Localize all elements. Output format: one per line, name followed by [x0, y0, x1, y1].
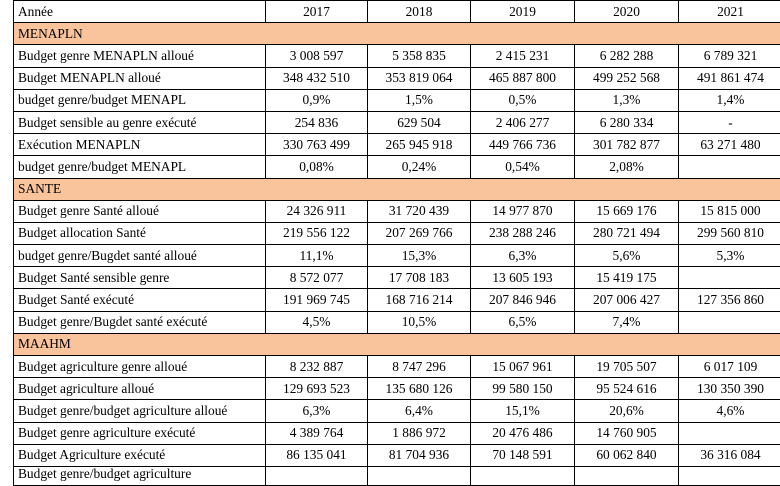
table-cell: 4 389 764	[266, 422, 368, 444]
table-cell: 99 580 150	[471, 378, 575, 400]
row-label: Budget Santé sensible genre	[14, 267, 266, 289]
row-label: Budget MENAPLN alloué	[14, 67, 266, 89]
table-cell: 5 358 835	[368, 45, 471, 67]
table-cell: 629 504	[368, 111, 471, 133]
table-cell: 6,5%	[471, 311, 575, 333]
section-header-row	[14, 178, 780, 200]
table-cell: 219 556 122	[266, 222, 368, 244]
table-row	[14, 400, 780, 422]
table-cell: 60 062 840	[575, 444, 679, 466]
row-label: Budget Santé exécuté	[14, 289, 266, 311]
table-row	[14, 200, 780, 222]
table-cell: 1,4%	[679, 89, 780, 111]
table-row	[14, 378, 780, 400]
table-cell: 2 406 277	[471, 111, 575, 133]
section-title: SANTE	[14, 178, 780, 200]
table-cell: 0,5%	[471, 89, 575, 111]
table-cell	[679, 311, 780, 333]
header-row	[14, 1, 780, 23]
table-cell: 127 356 860	[679, 289, 780, 311]
table-cell: 10,5%	[368, 311, 471, 333]
table-cell: 254 836	[266, 111, 368, 133]
row-label: Budget Agriculture exécuté	[14, 444, 266, 466]
table-cell: 0,54%	[471, 156, 575, 178]
table-row	[14, 245, 780, 267]
table-cell: 129 693 523	[266, 378, 368, 400]
table-cell	[679, 267, 780, 289]
row-label: Budget agriculture alloué	[14, 378, 266, 400]
row-label: budget genre/budget MENAPL	[14, 156, 266, 178]
table-cell: 6 789 321	[679, 45, 780, 67]
table-cell: 11,1%	[266, 245, 368, 267]
table-cell: 7,4%	[575, 311, 679, 333]
section-title: MENAPLN	[14, 23, 780, 45]
table-cell: 3 008 597	[266, 45, 368, 67]
row-label: Budget genre/budget agriculture alloué	[14, 400, 266, 422]
table-cell: 0,24%	[368, 156, 471, 178]
table-cell: 1,3%	[575, 89, 679, 111]
table-cell: 95 524 616	[575, 378, 679, 400]
table-cell: 14 977 870	[471, 200, 575, 222]
table-cell: 130 350 390	[679, 378, 780, 400]
table-row	[14, 156, 780, 178]
table-cell: 63 271 480	[679, 134, 780, 156]
table-cell: 238 288 246	[471, 222, 575, 244]
row-label: Budget genre agriculture exécuté	[14, 422, 266, 444]
row-label: Budget genre/Bugdet santé exécuté	[14, 311, 266, 333]
header-year: 2019	[471, 1, 575, 23]
header-label: Année	[14, 1, 266, 23]
table-row	[14, 89, 780, 111]
table-cell: 8 572 077	[266, 267, 368, 289]
table-cell	[368, 466, 471, 485]
table-cell: 6 282 288	[575, 45, 679, 67]
table-cell: 86 135 041	[266, 444, 368, 466]
table-cell: 207 006 427	[575, 289, 679, 311]
table-cell: 15 815 000	[679, 200, 780, 222]
table-cell: 1 886 972	[368, 422, 471, 444]
section-title: MAAHM	[14, 333, 780, 355]
table-cell: 5,6%	[575, 245, 679, 267]
table-cell: 6,4%	[368, 400, 471, 422]
table-cell	[679, 156, 780, 178]
table-row	[14, 289, 780, 311]
table-row	[14, 45, 780, 67]
table-row	[14, 111, 780, 133]
table-cell: 330 763 499	[266, 134, 368, 156]
table-cell: 0,08%	[266, 156, 368, 178]
table-cell: 6 017 109	[679, 356, 780, 378]
row-label: budget genre/Bugdet santé alloué	[14, 245, 266, 267]
table-cell: 15 419 175	[575, 267, 679, 289]
table-cell: 36 316 084	[679, 444, 780, 466]
header-year: 2018	[368, 1, 471, 23]
table-cell: 8 232 887	[266, 356, 368, 378]
section-header-row	[14, 23, 780, 45]
table-cell: 17 708 183	[368, 267, 471, 289]
table-cell: 15,3%	[368, 245, 471, 267]
table-cell: 20,6%	[575, 400, 679, 422]
table-cell: 6,3%	[471, 245, 575, 267]
table-cell: 6 280 334	[575, 111, 679, 133]
table-cell: 15 067 961	[471, 356, 575, 378]
header-year: 2020	[575, 1, 679, 23]
table-cell: 14 760 905	[575, 422, 679, 444]
table-cell: 265 945 918	[368, 134, 471, 156]
table-cell: 499 252 568	[575, 67, 679, 89]
row-label: Budget agriculture genre alloué	[14, 356, 266, 378]
table-cell: 348 432 510	[266, 67, 368, 89]
row-label: Budget allocation Santé	[14, 222, 266, 244]
table-cell: 20 476 486	[471, 422, 575, 444]
row-label: Budget genre Santé alloué	[14, 200, 266, 222]
table-cell: 491 861 474	[679, 67, 780, 89]
table-cell	[575, 466, 679, 485]
budget-table	[13, 0, 780, 486]
row-label: Budget genre MENAPLN alloué	[14, 45, 266, 67]
table-cell: 6,3%	[266, 400, 368, 422]
table-cell: 8 747 296	[368, 356, 471, 378]
table-cell	[679, 466, 780, 485]
table-row	[14, 134, 780, 156]
table-cell: 135 680 126	[368, 378, 471, 400]
header-year: 2017	[266, 1, 368, 23]
table-row	[14, 356, 780, 378]
table-cell: 15 669 176	[575, 200, 679, 222]
table-cell: 24 326 911	[266, 200, 368, 222]
table-cell: 299 560 810	[679, 222, 780, 244]
section-header-row	[14, 333, 780, 355]
table-cell: 280 721 494	[575, 222, 679, 244]
table-cell: -	[679, 111, 780, 133]
table-cell: 207 846 946	[471, 289, 575, 311]
table-cell: 207 269 766	[368, 222, 471, 244]
table-cell: 191 969 745	[266, 289, 368, 311]
table-cell: 465 887 800	[471, 67, 575, 89]
table-cell: 2 415 231	[471, 45, 575, 67]
table-row	[14, 311, 780, 333]
table-row	[14, 444, 780, 466]
table-cell: 353 819 064	[368, 67, 471, 89]
table-cell: 19 705 507	[575, 356, 679, 378]
row-label: Budget genre/budget agriculture	[14, 466, 266, 485]
table-cell: 13 605 193	[471, 267, 575, 289]
table-row	[14, 222, 780, 244]
table-cell: 70 148 591	[471, 444, 575, 466]
table-cell: 81 704 936	[368, 444, 471, 466]
table-cell: 301 782 877	[575, 134, 679, 156]
table-cell: 4,6%	[679, 400, 780, 422]
row-label: Exécution MENAPLN	[14, 134, 266, 156]
table-row	[14, 67, 780, 89]
table-cell: 4,5%	[266, 311, 368, 333]
table-cell: 0,9%	[266, 89, 368, 111]
table-cell: 15,1%	[471, 400, 575, 422]
table-cell: 168 716 214	[368, 289, 471, 311]
row-label: budget genre/budget MENAPL	[14, 89, 266, 111]
table-cell	[266, 466, 368, 485]
row-label: Budget sensible au genre exécuté	[14, 111, 266, 133]
table-cell: 449 766 736	[471, 134, 575, 156]
table-cell: 2,08%	[575, 156, 679, 178]
table-cell	[679, 422, 780, 444]
table-cell: 5,3%	[679, 245, 780, 267]
budget-table-body	[14, 1, 780, 486]
header-year: 2021	[679, 1, 780, 23]
table-cell: 31 720 439	[368, 200, 471, 222]
table-row	[14, 466, 780, 485]
table-cell	[471, 466, 575, 485]
table-row	[14, 422, 780, 444]
table-row	[14, 267, 780, 289]
table-cell: 1,5%	[368, 89, 471, 111]
